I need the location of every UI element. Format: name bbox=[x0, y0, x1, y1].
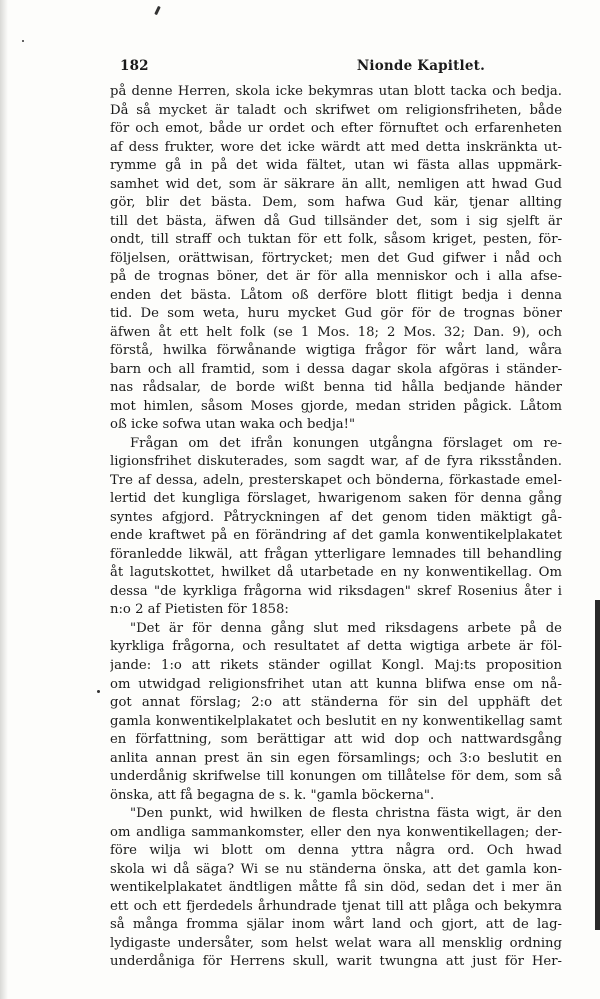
text-line: enden det bästa. Låtom oß derföre blott flitigt bedja i denna bbox=[110, 287, 562, 303]
text-line: till det bästa, äfwen då Gud tillsänder det, som i sig sjelft är bbox=[110, 213, 562, 229]
text-line: om utwidgad religionsfrihet utan att kunna blifwa ense om nå- bbox=[110, 676, 562, 692]
text-line: Då så mycket är taladt och skrifwet om religionsfriheten, både bbox=[110, 102, 562, 118]
text-line: ligionsfrihet diskuterades, som sagdt war, af de fyra riksstånden. bbox=[110, 454, 562, 470]
text-line: om andliga sammankomster, eller den nya konwentikellagen; der- bbox=[110, 824, 562, 840]
text-line: got annat förslag; 2:o att ständerna för sin del upphäft det bbox=[110, 695, 562, 711]
text-line: ende kraftwet på en förändring af det gamla konwentikelplakatet bbox=[110, 528, 562, 544]
text-line: gamla konwentikelplakatet och beslutit en ny konwentikellag samt bbox=[110, 713, 562, 729]
text-line: önska, att få begagna de s. k. "gamla böckerna". bbox=[110, 787, 435, 803]
ink-speck bbox=[97, 690, 100, 693]
text-line: "Det är för denna gång slut med riksdagens arbete på de bbox=[130, 620, 562, 636]
text-line: anlita annan prest än sin egen församlings; och 3:o beslutit en bbox=[110, 750, 562, 766]
text-line: wentikelplakatet ändtligen måtte få sin död, sedan det i mer än bbox=[110, 880, 562, 896]
text-line: en författning, som berättigar att wid dop och nattwardsgång bbox=[110, 732, 562, 748]
text-line: kyrkliga frågorna, och resultatet af detta wigtiga arbete är föl- bbox=[110, 639, 562, 655]
text-line: gör, blir det bästa. Dem, som hafwa Gud kär, tjenar allting bbox=[110, 195, 562, 211]
text-line: nas rådsalar, de borde wißt benna tid hålla bedjande händer bbox=[110, 380, 562, 396]
text-line: lertid det kungliga förslaget, hwarigenom saken för denna gång bbox=[110, 491, 562, 507]
text-line: äfwen åt ett helt folk (se 1 Mos. 18; 2 Mos. 32; Dan. 9), och bbox=[110, 324, 562, 340]
text-line: jande: 1:o att rikets ständer ogillat Kongl. Maj:ts proposition bbox=[110, 657, 562, 673]
page-edge-shadow bbox=[595, 600, 600, 930]
text-line: på de trognas böner, det är för alla menniskor och i alla afse- bbox=[110, 269, 562, 285]
running-header bbox=[120, 58, 485, 74]
text-line: ondt, till straff och tuktan för ett folk, såsom kriget, pesten, för- bbox=[110, 232, 562, 248]
text-line: barn och all framtid, som i dessa dagar skola afgöras i ständer- bbox=[110, 361, 562, 377]
text-line: föranledde likwäl, att frågan ytterligare lemnades till behandling bbox=[110, 546, 562, 562]
text-line: följelsen, orättwisan, förtrycket; men det Gud gifwer i nåd och bbox=[110, 250, 562, 266]
text-line: åt lagutskottet, hwilket då utarbetade en ny konwentikellag. Om bbox=[110, 565, 562, 581]
text-line: underdåniga för Herrens skull, warit twungna att just för Her- bbox=[110, 954, 562, 970]
text-line: underdånig skrifwelse till konungen om tillåtelse för dem, som så bbox=[110, 769, 562, 785]
page-number: 182 bbox=[120, 58, 149, 74]
text-line: på denne Herren, skola icke bekymras utan blott tacka och bedja. bbox=[110, 84, 562, 99]
text-line: syntes afgjord. Påtryckningen af det genom tiden mäktigt gå- bbox=[110, 509, 562, 525]
text-line: mot himlen, såsom Moses gjorde, medan striden pågick. Låtom bbox=[110, 398, 562, 414]
ink-speck bbox=[154, 6, 161, 15]
text-line: n:o 2 af Pietisten för 1858: bbox=[110, 602, 289, 618]
text-line: för och emot, både ur ordet och efter förnuftet och erfarenheten bbox=[110, 121, 562, 137]
text-line: Frågan om det ifrån konungen utgångna förslaget om re- bbox=[130, 435, 562, 451]
text-line: lydigaste undersåter, som helst welat wara all mensklig ordning bbox=[110, 935, 562, 951]
text-line: Tre af dessa, adeln, presterskapet och bönderna, förkastade emel- bbox=[110, 472, 562, 488]
text-line: förstå, hwilka förwånande wigtiga frågor för wårt land, wåra bbox=[110, 343, 562, 359]
page-binding-shadow bbox=[0, 0, 8, 999]
text-line: dessa "de kyrkliga frågorna wid riksdagen" skref Rosenius åter i bbox=[110, 583, 562, 599]
text-line: oß icke sofwa utan waka och bedja!" bbox=[110, 417, 356, 433]
ink-speck bbox=[22, 40, 24, 42]
text-line: så många fromma själar inom wårt land och gjort, att de lag- bbox=[110, 917, 562, 933]
text-line: af dess frukter, wore det icke wärdt att med detta inskränkta ut- bbox=[110, 139, 562, 155]
text-line: före wilja wi blott om denna yttra några ord. Och hwad bbox=[110, 843, 562, 859]
text-line: ett och ett fjerdedels århundrade tjenat till att plåga och bekymra bbox=[110, 898, 562, 914]
text-line: samhet wid det, som är säkrare än allt, nemligen att hwad Gud bbox=[110, 176, 562, 192]
text-line: tid. De som weta, huru mycket Gud gör för de trognas böner bbox=[110, 306, 562, 322]
chapter-title: Nionde Kapitlet. bbox=[356, 58, 485, 74]
text-line: rymme gå in på det wida fältet, utan wi fästa allas uppmärk- bbox=[110, 158, 562, 174]
text-line: skola wi då säga? Wi se nu ständerna önska, att det gamla kon- bbox=[110, 861, 562, 877]
body-text bbox=[110, 83, 562, 972]
text-line: "Den punkt, wid hwilken de flesta christna fästa wigt, är den bbox=[130, 806, 562, 822]
